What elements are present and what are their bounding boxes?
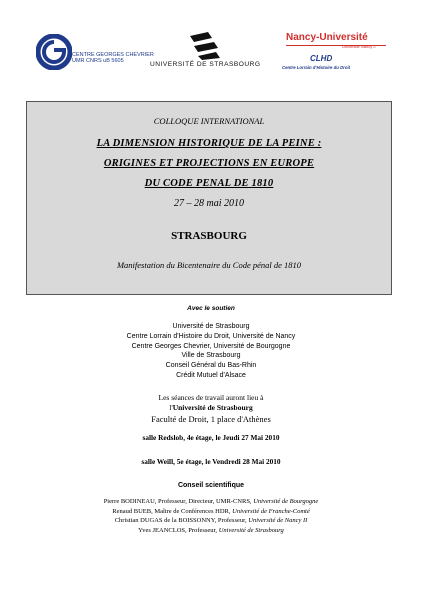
cgc-line2: UMR CNRS uB 5605: [72, 58, 124, 64]
sponsor-item: Crédit Mutuel d'Alsace: [176, 371, 246, 379]
logo-row: [0, 30, 422, 80]
colloque-label: COLLOQUE INTERNATIONAL: [153, 116, 265, 126]
nancy-universite-logo: [282, 32, 392, 80]
clhd-logo-text: CLHD: [310, 54, 333, 63]
cgc-text: [72, 52, 154, 64]
seances-university: Université de Strasbourg: [172, 403, 253, 412]
seances-intro: Les séances de travail auront lieu à: [158, 393, 264, 402]
strasbourg-emblem-icon: [188, 30, 222, 60]
conseil-member: [0, 526, 422, 536]
session-day-2: salle Weill, 5e étage, le Vendredi 28 Mai 2010: [141, 457, 281, 466]
uds-name: UNIVERSITÉ DE STRASBOURG: [150, 61, 261, 68]
member-institution: Université de Bourgogne: [253, 498, 319, 505]
member-institution: Université de Nancy II: [248, 517, 308, 525]
conseil-members: [0, 497, 422, 535]
member-institution: Université de Franche-Comté: [232, 507, 310, 515]
manifestation-note: Manifestation du Bicentenaire du Code pénal de 1810: [116, 260, 302, 270]
member-institution: Université de Strasbourg: [218, 526, 284, 534]
title-line-1: LA DIMENSION HISTORIQUE DE LA PEINE :: [96, 138, 322, 149]
clhd-subtitle: Centre Lorrain d'Histoire du Droit: [282, 65, 351, 70]
sponsor-item: Centre Georges Chevrier, Université de Bourgogne: [131, 342, 291, 350]
sponsor-item: Centre Lorrain d'Histoire du Droit, Université de Nancy: [126, 332, 296, 340]
universite-strasbourg-logo: [150, 30, 260, 80]
sponsor-item: Ville de Strasbourg: [181, 352, 241, 360]
seances-location: [0, 403, 422, 412]
member-name: Christian DUGAS de la BOISSONNY, Professeur,: [114, 517, 249, 525]
nancy-name: Nancy-Université: [286, 32, 368, 43]
centre-georges-chevrier-logo: [36, 34, 154, 76]
nancy-sub: Université Nancy 2: [342, 44, 376, 49]
conseil-heading: Conseil scientifique: [177, 482, 245, 489]
session-day-1: salle Redslob, 4e étage, le Jeudi 27 Mai 2010: [142, 433, 280, 442]
faculte-address: Faculté de Droit, 1 place d'Athènes: [151, 414, 271, 424]
conseil-member: [0, 507, 422, 517]
cgc-emblem-icon: [36, 34, 72, 70]
soutien-heading: Avec le soutien: [187, 305, 235, 312]
title-line-2: ORIGINES ET PROJECTIONS EN EUROPE: [103, 158, 315, 169]
title-line-3: DU CODE PENAL DE 1810: [144, 178, 274, 189]
conseil-member: [0, 516, 422, 526]
member-name: Renaud BUEB, Maître de Conférences HDR,: [112, 507, 233, 515]
seances-prefix: l': [169, 403, 173, 412]
conseil-member: [0, 497, 422, 507]
event-city: STRASBOURG: [171, 230, 247, 242]
cgc-line1: CENTRE GEORGES CHEVRIER: [72, 52, 154, 58]
colloque-banner: [26, 101, 392, 295]
sponsor-list: [0, 322, 422, 381]
member-name: Pierre BODINEAU, Professeur, Directeur, UMR-CNRS,: [103, 498, 254, 505]
member-name: Yves JEANCLOS, Professeur,: [138, 526, 219, 534]
sponsor-item: Université de Strasbourg: [172, 323, 250, 330]
event-date: 27 – 28 mai 2010: [174, 198, 244, 209]
sponsor-item: Conseil Général du Bas-Rhin: [165, 362, 257, 370]
